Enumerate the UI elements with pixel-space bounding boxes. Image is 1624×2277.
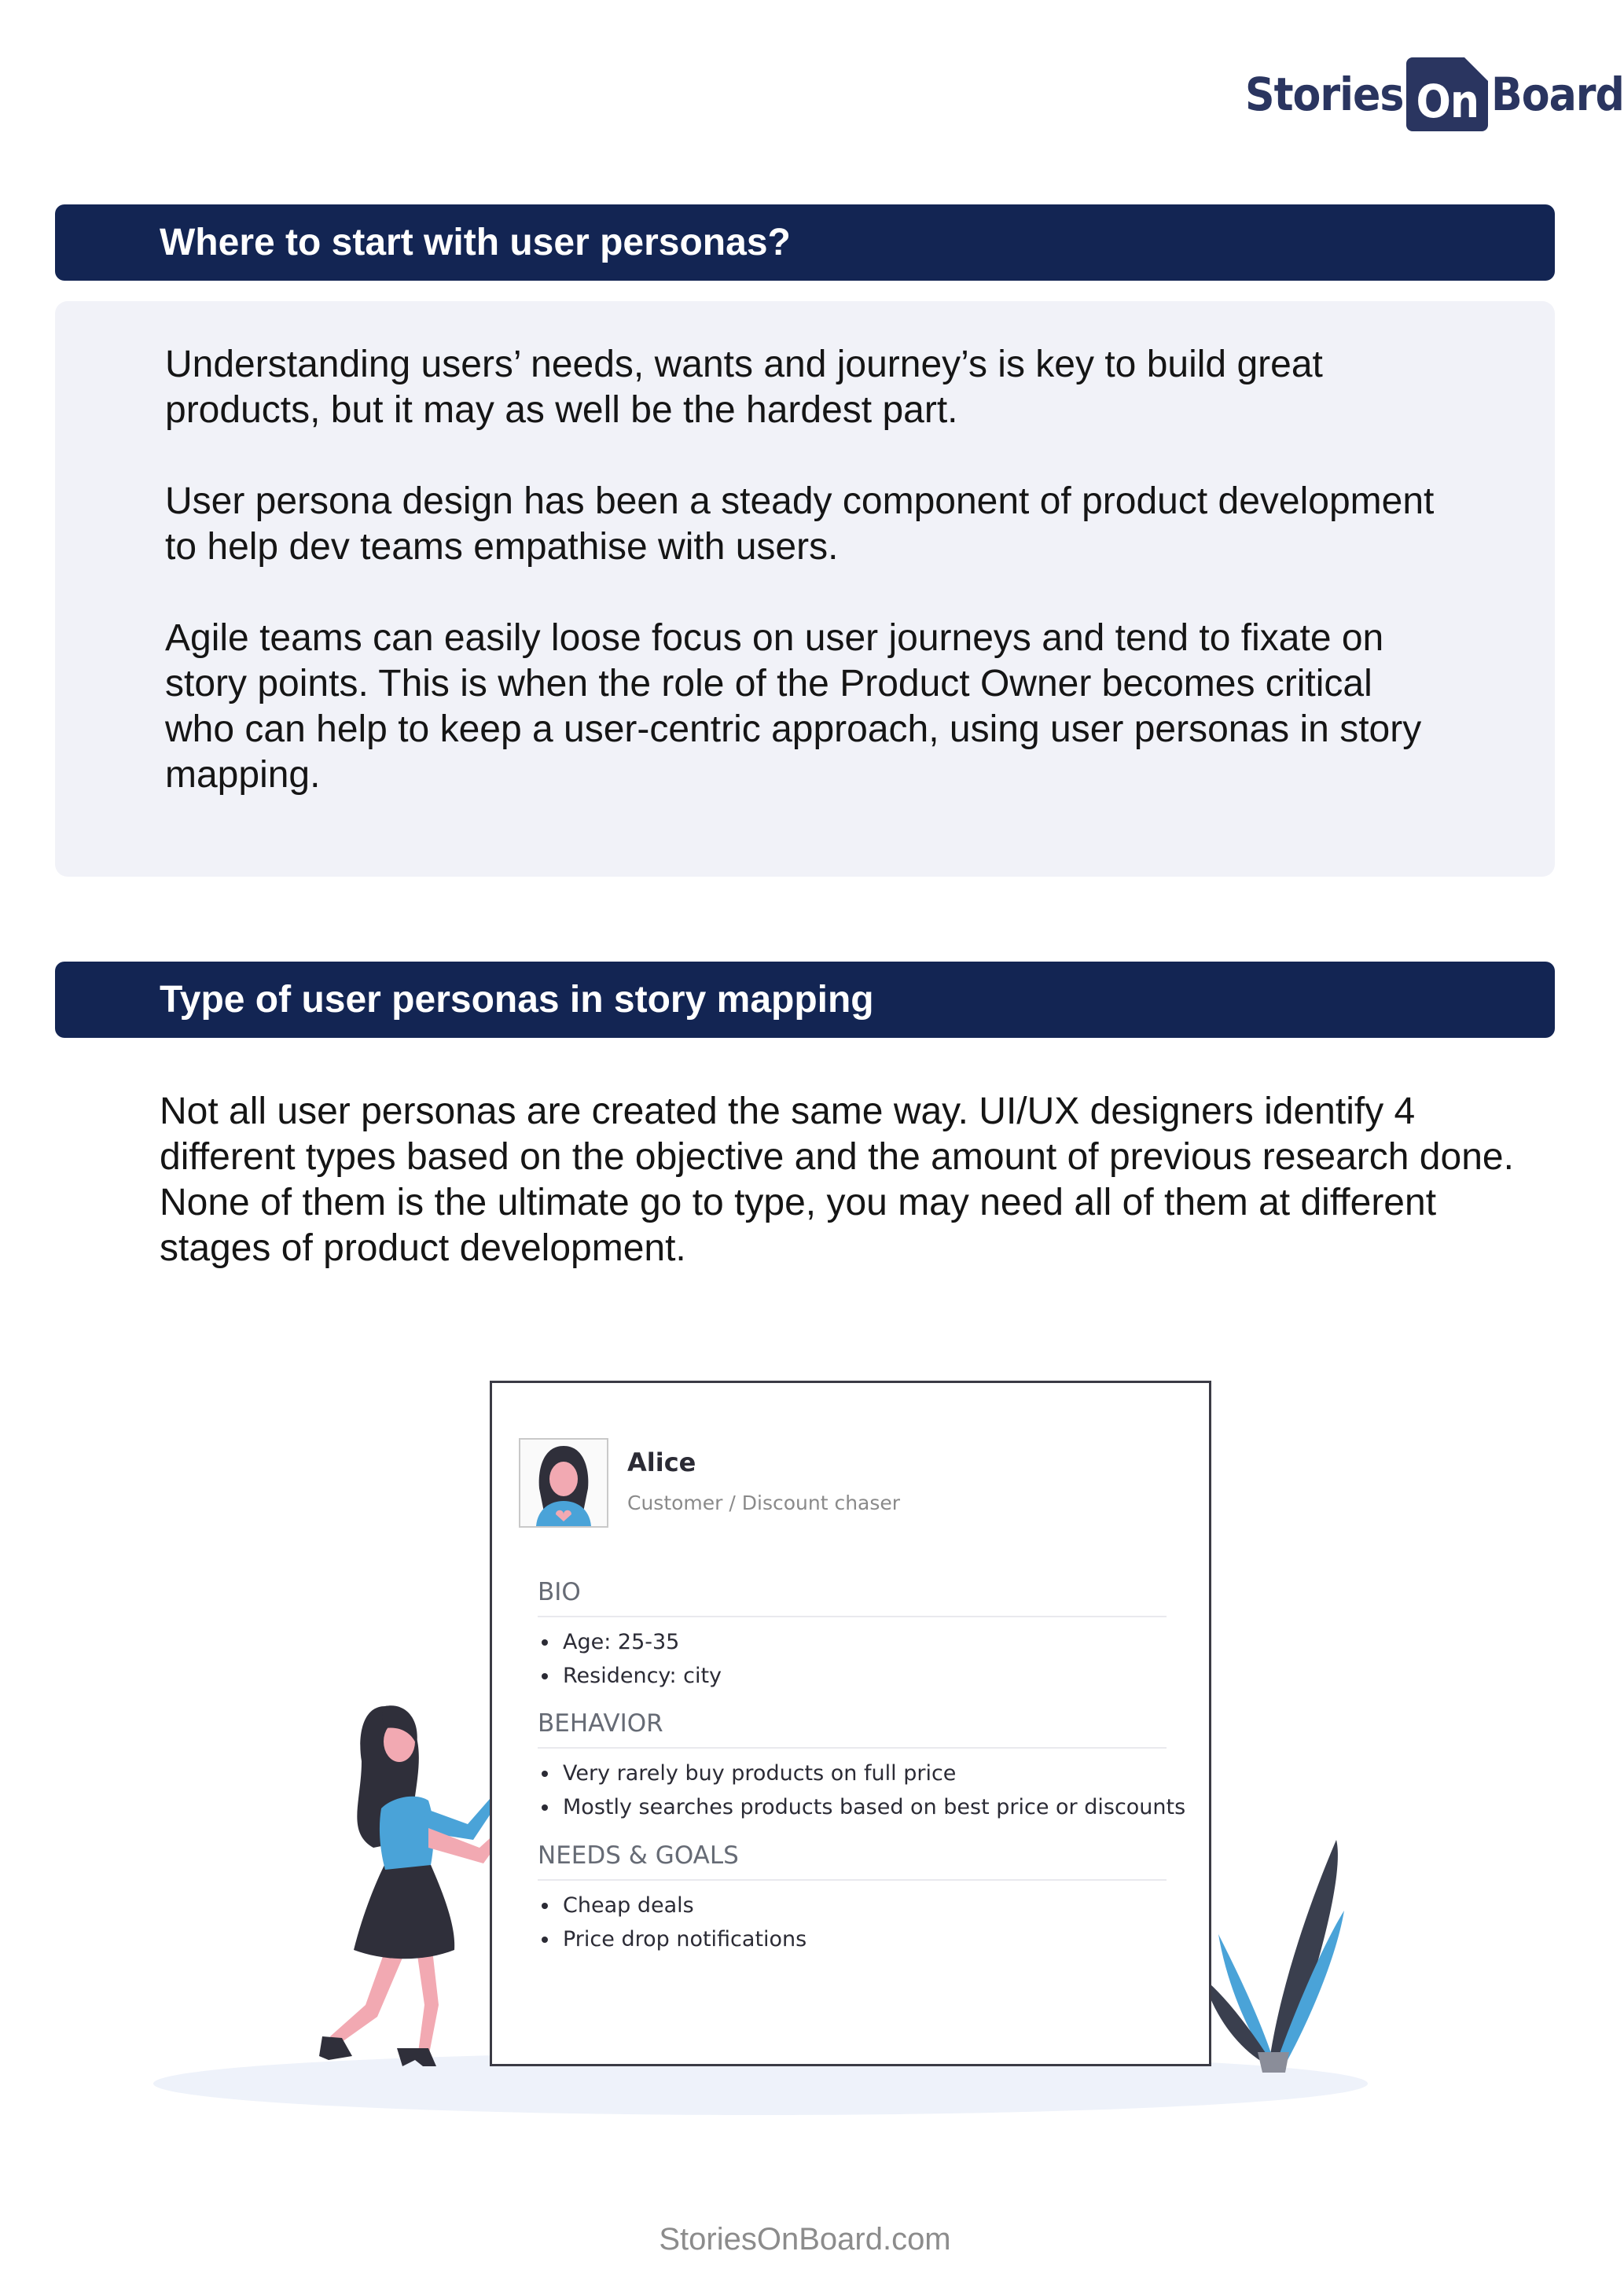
panel-paragraph-1: Understanding users’ needs, wants and journey’s is key to build great products, but it may as well be the hardest part. — [165, 344, 1323, 431]
list-item: • Price drop notifications — [560, 1922, 806, 1956]
bio-heading: BIO — [538, 1578, 1167, 1617]
needs-goals-list — [533, 1889, 806, 1956]
section-header-persona-types — [55, 962, 1555, 1038]
panel-paragraph-2: User persona design has been a steady component of product development to help dev teams empathise with users. — [165, 480, 1435, 568]
persona-name: Alice — [627, 1447, 696, 1477]
panel-paragraph-3: Agile teams can easily loose focus on user journeys and tend to fixate on story points. This is when the role of the Product Owner becomes critical who can help to keep a user-centric approach, using user personas in story mapping. — [165, 617, 1422, 796]
footer-url: StoriesOnBoard.com — [659, 2222, 951, 2257]
section-title: Type of user personas in story mapping — [160, 979, 874, 1021]
list-item: • Residency: city — [560, 1659, 722, 1693]
logo-text-stories: Stories — [1245, 68, 1404, 121]
persona-avatar — [519, 1438, 608, 1528]
list-item: • Very rarely buy products on full price — [560, 1756, 1185, 1790]
avatar-woman-icon — [520, 1440, 607, 1526]
list-item: • Mostly searches products based on best price or discounts — [560, 1790, 1185, 1824]
persona-card — [490, 1381, 1211, 2066]
storiesonboard-logo — [1245, 55, 1624, 134]
logo-text-on: On — [1406, 57, 1488, 131]
list-item: • Cheap deals — [560, 1889, 806, 1922]
list-item: • Age: 25-35 — [560, 1625, 722, 1659]
section-title: Where to start with user personas? — [160, 222, 791, 263]
logo-text-board: Board — [1490, 68, 1624, 121]
woman-pushing-illustration — [267, 1690, 527, 2084]
needs-goals-heading: NEEDS & GOALS — [538, 1841, 1167, 1881]
plant-illustration — [1203, 1824, 1360, 2076]
behavior-list — [533, 1756, 1185, 1824]
section-header-personas-start — [55, 204, 1555, 281]
intro-panel — [55, 301, 1555, 877]
behavior-heading: BEHAVIOR — [538, 1709, 1167, 1749]
persona-role: Customer / Discount chaser — [627, 1492, 901, 1514]
bio-list — [533, 1625, 722, 1693]
persona-types-paragraph: Not all user personas are created the same way. UI/UX designers identify 4 different types based on the objective and the amount of previous research done. None of them is the ultimate go to type, you may need all of them at different stages of product development. — [160, 1091, 1514, 1269]
